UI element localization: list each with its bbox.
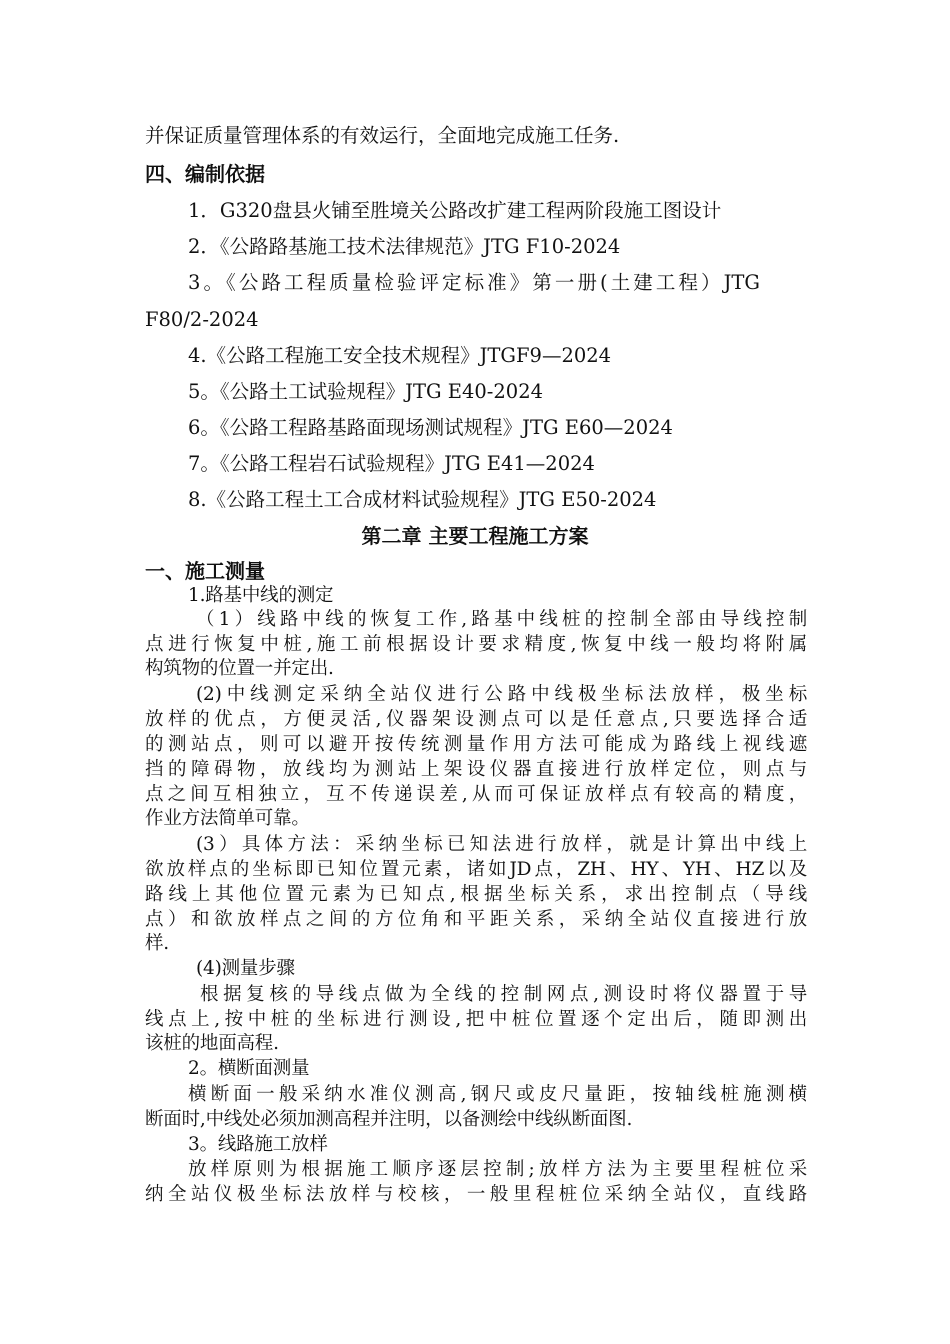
paragraph-line: 作业方法简单可靠。 (145, 808, 310, 829)
paragraph-line: 放样原则为根据施工顺序逐层控制;放样方法为主要里程桩位采 (188, 1159, 807, 1180)
paragraph-line: （1）线路中线的恢复工作,路基中线桩的控制全部由导线控制 (196, 609, 807, 630)
reference-item: 6。《公路工程路基路面现场测试规程》JTG E60—2024 (188, 416, 673, 439)
paragraph-line: 点之间互相独立，互不传递误差,从而可保证放样点有较高的精度， (145, 784, 807, 805)
reference-item: 4.《公路工程施工安全技术规程》JTGF9—2024 (188, 344, 612, 367)
paragraph-line: 的测站点，则可以避开按传统测量作用方法可能成为路线上视线遮 (145, 734, 807, 755)
section-heading-basis: 四、编制依据 (145, 162, 265, 186)
paragraph-line: 点进行恢复中桩,施工前根据设计要求精度,恢复中线一般均将附属 (145, 634, 807, 655)
paragraph-line: 纳全站仪极坐标法放样与校核，一般里程桩位采纳全站仪，直线路 (145, 1184, 807, 1205)
paragraph-line: 挡的障碍物，放线均为测站上架设仪器直接进行放样定位，则点与 (145, 759, 807, 780)
continuation-line: 并保证质量管理体系的有效运行，全面地完成施工任务. (145, 124, 620, 147)
paragraph-line: 放样的优点，方便灵活,仪器架设测点可以是任意点,只要选择合适 (145, 709, 807, 730)
paragraph-line: 构筑物的位置一并定出. (145, 658, 334, 679)
paragraph-line: 样. (145, 933, 169, 954)
reference-item: 5。《公路土工试验规程》JTG E40-2024 (188, 380, 544, 403)
paragraph-line: 线点上,按中桩的坐标进行测设,把中桩位置逐个定出后，随即测出 (145, 1009, 807, 1030)
paragraph-line: 欲放样点的坐标即已知位置元素，诸如JD点，ZH、HY、YH、HZ以及 (145, 859, 807, 880)
paragraph-line: (3）具体方法：采纳坐标已知法进行放样，就是计算出中线上 (196, 834, 807, 855)
subheading-centerline: 1.路基中线的测定 (188, 585, 334, 606)
reference-item: 1．G320盘县火铺至胜境关公路改扩建工程两阶段施工图设计 (188, 199, 722, 222)
paragraph-line: 断面时,中线处必须加测高程并注明，以备测绘中线纵断面图. (145, 1109, 633, 1130)
section-heading-survey: 一、施工测量 (145, 559, 265, 583)
reference-item: 7。《公路工程岩石试验规程》JTG E41—2024 (188, 452, 595, 475)
subheading-layout: 3。线路施工放样 (188, 1134, 328, 1155)
paragraph-line: 该桩的地面高程. (145, 1033, 279, 1054)
chapter-title: 第二章 主要工程施工方案 (361, 524, 589, 548)
reference-item: 2．《公路路基施工技术法律规范》JTG F10-2024 (188, 235, 621, 258)
paragraph-line: (2)中线测定采纳全站仪进行公路中线极坐标法放样，极坐标 (196, 684, 807, 705)
subheading-steps: (4)测量步骤 (196, 958, 295, 979)
paragraph-line: 点）和欲放样点之间的方位角和平距关系，采纳全站仪直接进行放 (145, 909, 807, 930)
reference-item-continuation: F80/2-2024 (145, 308, 259, 331)
paragraph-line: 横断面一般采纳水准仪测高,钢尺或皮尺量距，按轴线桩施测横 (188, 1084, 807, 1105)
reference-item: 3。《公路工程质量检验评定标准》第一册(土建工程）JTG (188, 271, 760, 294)
paragraph-line: 根据复核的导线点做为全线的控制网点,测设时将仪器置于导 (200, 984, 807, 1005)
paragraph-line: 路线上其他位置元素为已知点,根据坐标关系，求出控制点（导线 (145, 884, 807, 905)
reference-item: 8.《公路工程土工合成材料试验规程》JTG E50-2024 (188, 488, 657, 511)
subheading-cross-section: 2。横断面测量 (188, 1058, 310, 1079)
